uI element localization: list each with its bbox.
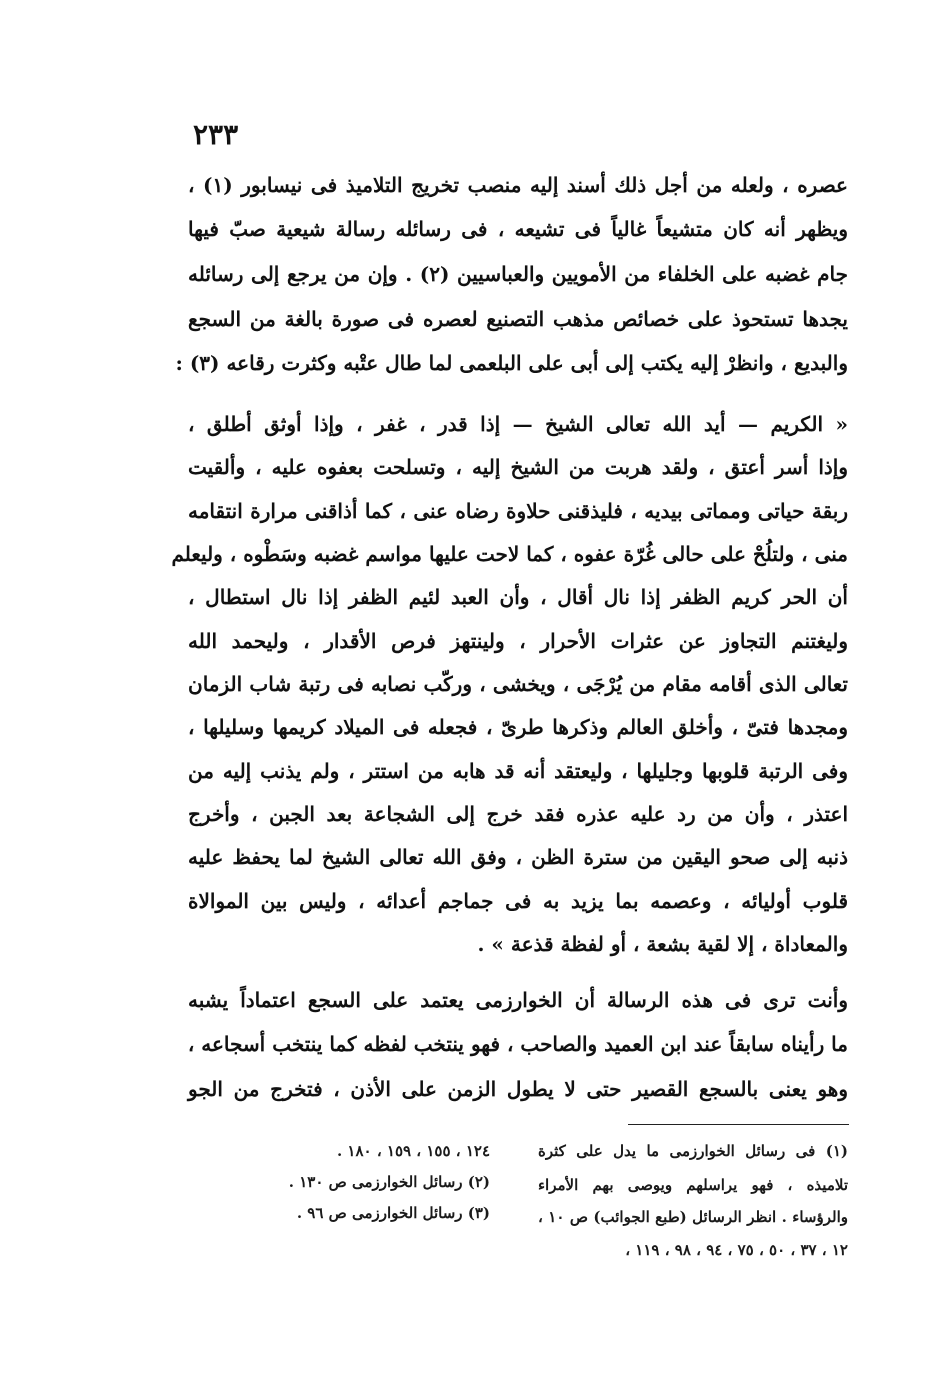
text-line: قلوب أوليائه ، وعصمه بما يزيد به فى جماجم أعدائه ، وليس بين الموالاة (188, 889, 849, 913)
text-line: تعالى الذى أقامه مقام من يُرْجَى ، ويخشى ، وركّب نصابه فى رتبة شاب الزمان (188, 672, 848, 696)
footnote-line: (٣) رسائل الخوارزمى ص ٩٦ . (296, 1204, 490, 1222)
text-line: ربقة حياتى ومماتى بيديه ، فليذقنى حلاوة رضاه عنى ، كما أذاقنى مرارة انتقامه (188, 499, 848, 523)
paragraph-analysis (188, 985, 848, 1115)
text-line: وأنت ترى فى هذه الرسالة أن الخوارزمى يعتمد على السجع اعتماداً يشبه (188, 988, 848, 1012)
text-line: ويظهر أنه كان متشيعاً غالياً فى تشيعه ، فى رسائله رسالة شيعية صبّ فيها (188, 217, 848, 241)
text-line: ما رأيناه سابقاً عند ابن العميد والصاحب ، فهو ينتخب لفظه كما ينتخب أسجاعه ، (187, 1032, 848, 1056)
page-number: ٢٣٣ (193, 118, 239, 151)
text-line: وهو يعنى بالسجع القصير حتى لا يطول الزمن على الأذن ، فتخرج من الجو (188, 1077, 848, 1101)
text-line: والبديع ، وانظرْ إليه يكتب إلى أبى على البلعمى لما طال عتْبه وكثرت رقاعه (٣) : (175, 351, 848, 375)
text-line: ومجدها فتىّ ، وأخلق العالم وذكرها طرىّ ، فجعله فى الميلاد كريمها وسليلها ، (188, 715, 848, 739)
text-line: وإذا أسر أعتق ، ولقد هربت من الشيخ إليه ، وتسلحت بعفوه عليه ، وألقيت (188, 455, 848, 479)
text-line: « الكريم — أيد الله تعالى الشيخ — إذا قدر ، غفر ، وإذا أوثق أطلق ، (188, 412, 848, 436)
footnote-line: (٢) رسائل الخوارزمى ص ١٣٠ . (288, 1173, 490, 1191)
footnote-line: ١٢٤ ، ١٥٥ ، ١٥٩ ، ١٨٠ . (336, 1142, 490, 1160)
footnote-line: والرؤساء . انظر الرسائل (طبع الجوائب) ص ١٠ ، (538, 1208, 848, 1226)
footnote-line: تلاميذه ، فهو يراسلهم ويوصى بهم الأمراء (538, 1176, 848, 1194)
footnote-line: (١) فى رسائل الخوارزمى ما يدل على كثرة (538, 1142, 848, 1160)
footnote-divider (628, 1124, 849, 1125)
text-line: وفى الرتبة قلوبها وجليلها ، وليعتقد أنه قد هابه من استتر ، ولم يذنب إليه من (188, 759, 848, 783)
text-line: والمعاداة ، إلا لقية بشعة ، أو لفظة قذعة » . (477, 932, 848, 956)
text-line: أن الحر كريم الظفر إذا نال أقال ، وأن العبد لئيم الظفر إذا نال استطال ، (188, 585, 848, 609)
text-line: جام غضبه على الخلفاء من الأمويين والعباسيين (٢) . وإن من يرجع إلى رسائله (188, 262, 848, 286)
quoted-letter (171, 409, 849, 969)
text-line: يجدها تستحوذ على خصائص مذهب التصنيع لعصره فى صورة بالغة من السجع (188, 307, 848, 331)
text-line: عصره ، ولعله من أجل ذلك أسند إليه منصب تخريج التلاميذ فى نيسابور (١) ، (188, 173, 848, 197)
text-line: اعتذر ، وأن من رد عليه عذره فقد خرج إلى الشجاعة بعد الجبن ، وأخرج (188, 802, 848, 826)
text-line: وليغتنم التجاوز عن عثرات الأحرار ، ولينتهز فرص الأقدار ، وليحمد الله (188, 629, 848, 653)
footnote-line: ١٢ ، ٣٧ ، ٥٠ ، ٧٥ ، ٩٤ ، ٩٨ ، ١١٩ ، (625, 1241, 848, 1259)
text-line: منى ، ولتلُحْ على حالى غُرّة عفوه ، كما لاحت عليها مواسم غضبه وسَطْوه ، وليعلم (171, 542, 848, 566)
text-line: ذنبه إلى صحو اليقين من سترة الظن ، وفق الله تعالى الشيخ لما يحفظ عليه (188, 845, 848, 869)
paragraph-intro (175, 170, 848, 390)
